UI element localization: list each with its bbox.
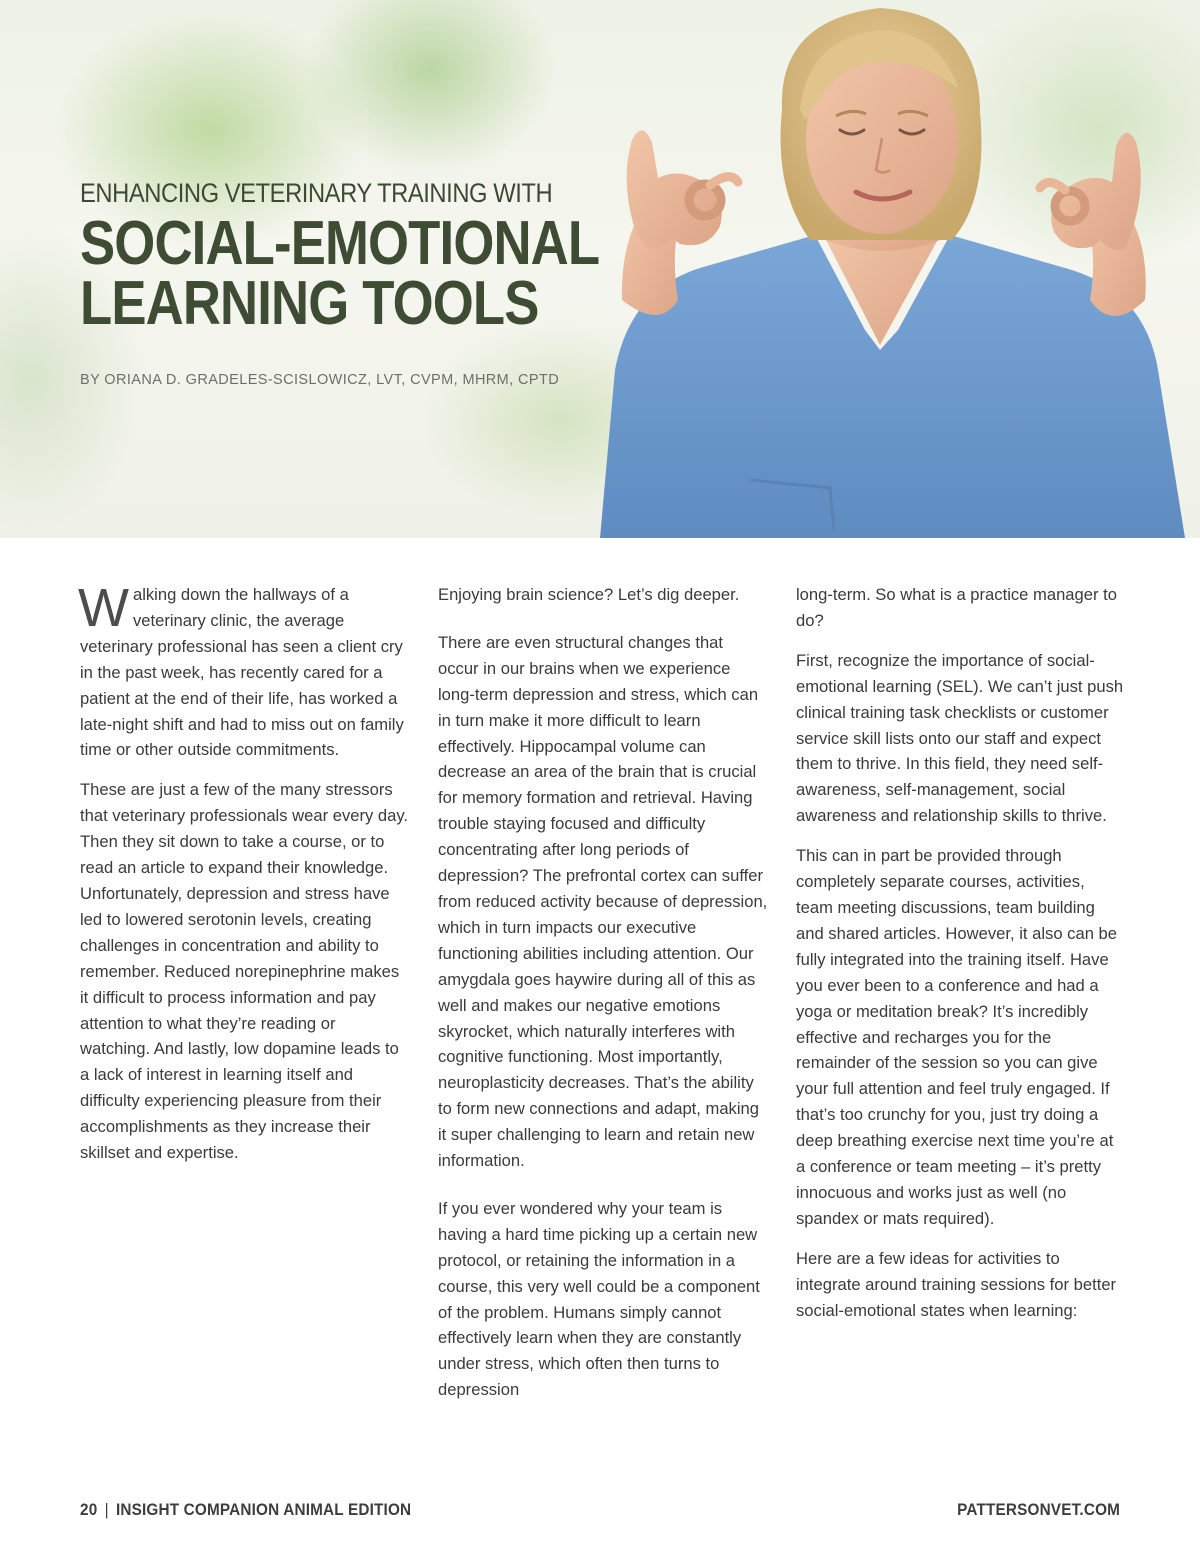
page-footer	[80, 1500, 1120, 1524]
title-line-2: LEARNING TOOLS	[80, 269, 539, 338]
footer-separator: |	[104, 1500, 109, 1519]
footer-publication	[80, 1500, 411, 1520]
author-byline: BY ORIANA D. GRADELES-SCISLOWICZ, LVT, CVPM, MHRM, CPTD	[80, 372, 560, 388]
paragraph: If you ever wondered why your team is having a hard time picking up a certain new protocol, or retaining the information in a course, this very well could be a component of the problem. Humans simply cannot effectively learn when they are constantly under stress, which often then turns to depression	[438, 1198, 760, 1400]
column-2	[438, 582, 768, 1417]
title-line-1: SOCIAL-EMOTIONAL	[80, 209, 600, 278]
paragraph: This can in part be provided through completely separate courses, activities, team meeting discussions, team building and shared articles. However, it also can be fully integrated into the training itself. Have you ever been to a conference and had a yoga or meditation break? It’s incredibly effective and recharges you for the remainder of the session so you can give your full attention and feel truly engaged. If that’s too crunchy for you, just try doing a deep breathing exercise next time you’re at a conference or team meeting – it’s pretty innocuous and works just as well (no spandex or mats required).	[796, 846, 1117, 1228]
drop-cap: W	[78, 578, 129, 638]
paragraph: First, recognize the importance of social-emotional learning (SEL). We can’t just push clinical training task checklists or customer service skill lists onto our staff and expect them to thrive. In this field, they need self-awareness, self-management, social awareness and relationship skills to thrive.	[796, 650, 1124, 826]
publication-name: INSIGHT COMPANION ANIMAL EDITION	[115, 1500, 412, 1519]
nurse-meditating-photo	[560, 0, 1200, 538]
paragraph	[78, 578, 410, 763]
page-number: 20	[80, 1500, 98, 1519]
paragraph: There are even structural changes that occur in our brains when we experience long-term depression and stress, which can in turn make it more difficult to learn effectively. Hippocampal volume can decrease an area of the brain that is crucial for memory formation and retrieval. Having trouble staying focused and difficulty concentrating after long periods of depression? The prefrontal cortex can suffer from reduced activity because of depression, which in turn impacts our executive functioning abilities including attention. Our amygdala goes haywire during all of this as well and makes our negative emotions skyrocket, which naturally interferes with cognitive functioning. Most importantly, neuroplasticity decreases. That’s the ability to form new connections and adapt, making it super challenging to learn and retain new information.	[438, 632, 768, 1171]
paragraph: Here are a few ideas for activities to integrate around training sessions for better social-emotional states when learning:	[796, 1248, 1117, 1320]
paragraph: long-term. So what is a practice manager to do?	[796, 585, 1117, 630]
paragraph: Enjoying brain science? Let’s dig deeper.	[438, 585, 740, 604]
column-3	[796, 582, 1126, 1337]
article-kicker: ENHANCING VETERINARY TRAINING WITH	[80, 178, 553, 208]
article-title	[80, 209, 633, 338]
hero-banner	[0, 0, 1200, 538]
column-1	[78, 578, 410, 1180]
paragraph: These are just a few of the many stressors that veterinary professionals wear every day. Then they sit down to take a course, or to read an article to expand their knowledge. Unfortunately, depression and stress have led to lowered serotonin levels, creating challenges in concentration and ability to remember. Reduced norepinephrine makes it difficult to process information and pay attention to what they’re reading or watching. And lastly, low dopamine leads to a lack of interest in learning itself and difficulty experiencing pleasure from their accomplishments as they increase their skillset and expertise.	[80, 780, 409, 1163]
paragraph-text: alking down the hallways of a veterinary clinic, the average veterinary professional has seen a client cry in the past week, has recently cared for a patient at the end of their life, has worked a late-night shift and had to miss out on family time or other outside commitments.	[80, 585, 404, 760]
website-link[interactable]: PATTERSONVET.COM	[957, 1500, 1120, 1519]
